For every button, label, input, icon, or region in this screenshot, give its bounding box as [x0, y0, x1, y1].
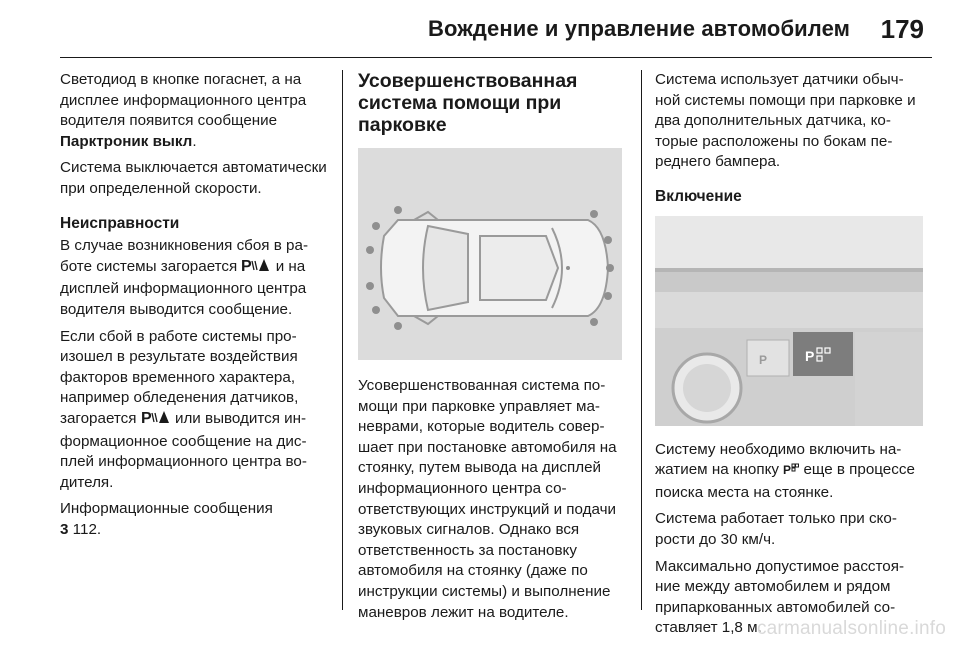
paragraph-activate: Систему необходимо включить нажатием на кнопку P еще в процессе поиска места на стоянке. [655, 440, 915, 501]
paragraph-speed-limit: Система работает только при скорости до 30 км/ч. [655, 510, 897, 548]
column-left [60, 70, 328, 540]
page-title: Вождение и управление автомобилем [428, 16, 850, 41]
header-rule [60, 57, 932, 58]
paragraph-system-description: Усовершенствованная система помощи при парковке управляет маневрами, которые водитель совершает при постановке автомобиля на стоянку, путем вывода на дисплей информационного центра соответствующих инструкций и подачи звуковых сигналов. Однако вся ответственность за постановку автомобиля на стоянку (даже по инструкции системы) и выполнение маневров лежит на водителе. [358, 377, 617, 621]
paragraph-led-off: Светодиод в кнопке погаснет, а на дисплее информационного центра водителя появится сообщение Парктроник выкл. [60, 71, 307, 150]
svg-text:P: P [759, 352, 768, 367]
paragraph-temporary-fault: Если сбой в работе системы произошел в результате воздействия факторов временного характера, например обледенения датчиков, загорается P или выводится информационное сообщение на дисплей информационного центра водителя. [60, 327, 307, 491]
parking-assist-button-figure [655, 216, 923, 426]
paragraph-auto-off: Система выключается автоматически при определенной скорости. [60, 159, 327, 197]
column-separator [641, 70, 642, 610]
watermark-brand: carmanualsonline.info [756, 618, 946, 639]
page-reference: 112. [68, 520, 102, 538]
message-parktronic-off: Парктроник выкл [60, 132, 193, 150]
paragraph-info-messages: Информационные сообщения 3 112. [60, 500, 273, 538]
paragraph-sensors: Система использует датчики обычной системы помощи при парковке и два дополнительных датчика, которые расположены по бокам переднего бампера. [655, 71, 916, 171]
paragraph-max-distance: Максимально допустимое расстояние между автомобилем и рядом припаркованных автомобилей составляет 1,8 м. [655, 557, 905, 637]
heading-advanced-park-assist: Усовершенствованная система помощи при парковке [358, 70, 578, 136]
column-separator [342, 70, 343, 610]
paragraph-fault: В случае возникновения сбоя в работе системы загорается P и на дисплей информационного центра водителя выводится сообщение. [60, 237, 308, 318]
page-number: 179 [880, 14, 924, 44]
svg-text:P: P [805, 347, 815, 364]
heading-faults: Неисправности [60, 214, 180, 232]
parking-sensor-warning-icon [241, 257, 271, 280]
svg-text:P: P [783, 463, 792, 477]
heading-activation: Включение [655, 187, 742, 205]
column-middle [358, 70, 626, 629]
reference-arrow-icon: 3 [60, 520, 69, 538]
column-right [655, 70, 923, 645]
car-top-view-sensors-figure [358, 148, 622, 360]
parking-sensor-warning-icon [141, 409, 171, 432]
svg-text:P: P [140, 409, 152, 425]
parking-assist-button-icon [783, 462, 799, 483]
svg-text:P: P [241, 257, 253, 273]
page-header [0, 0, 960, 50]
